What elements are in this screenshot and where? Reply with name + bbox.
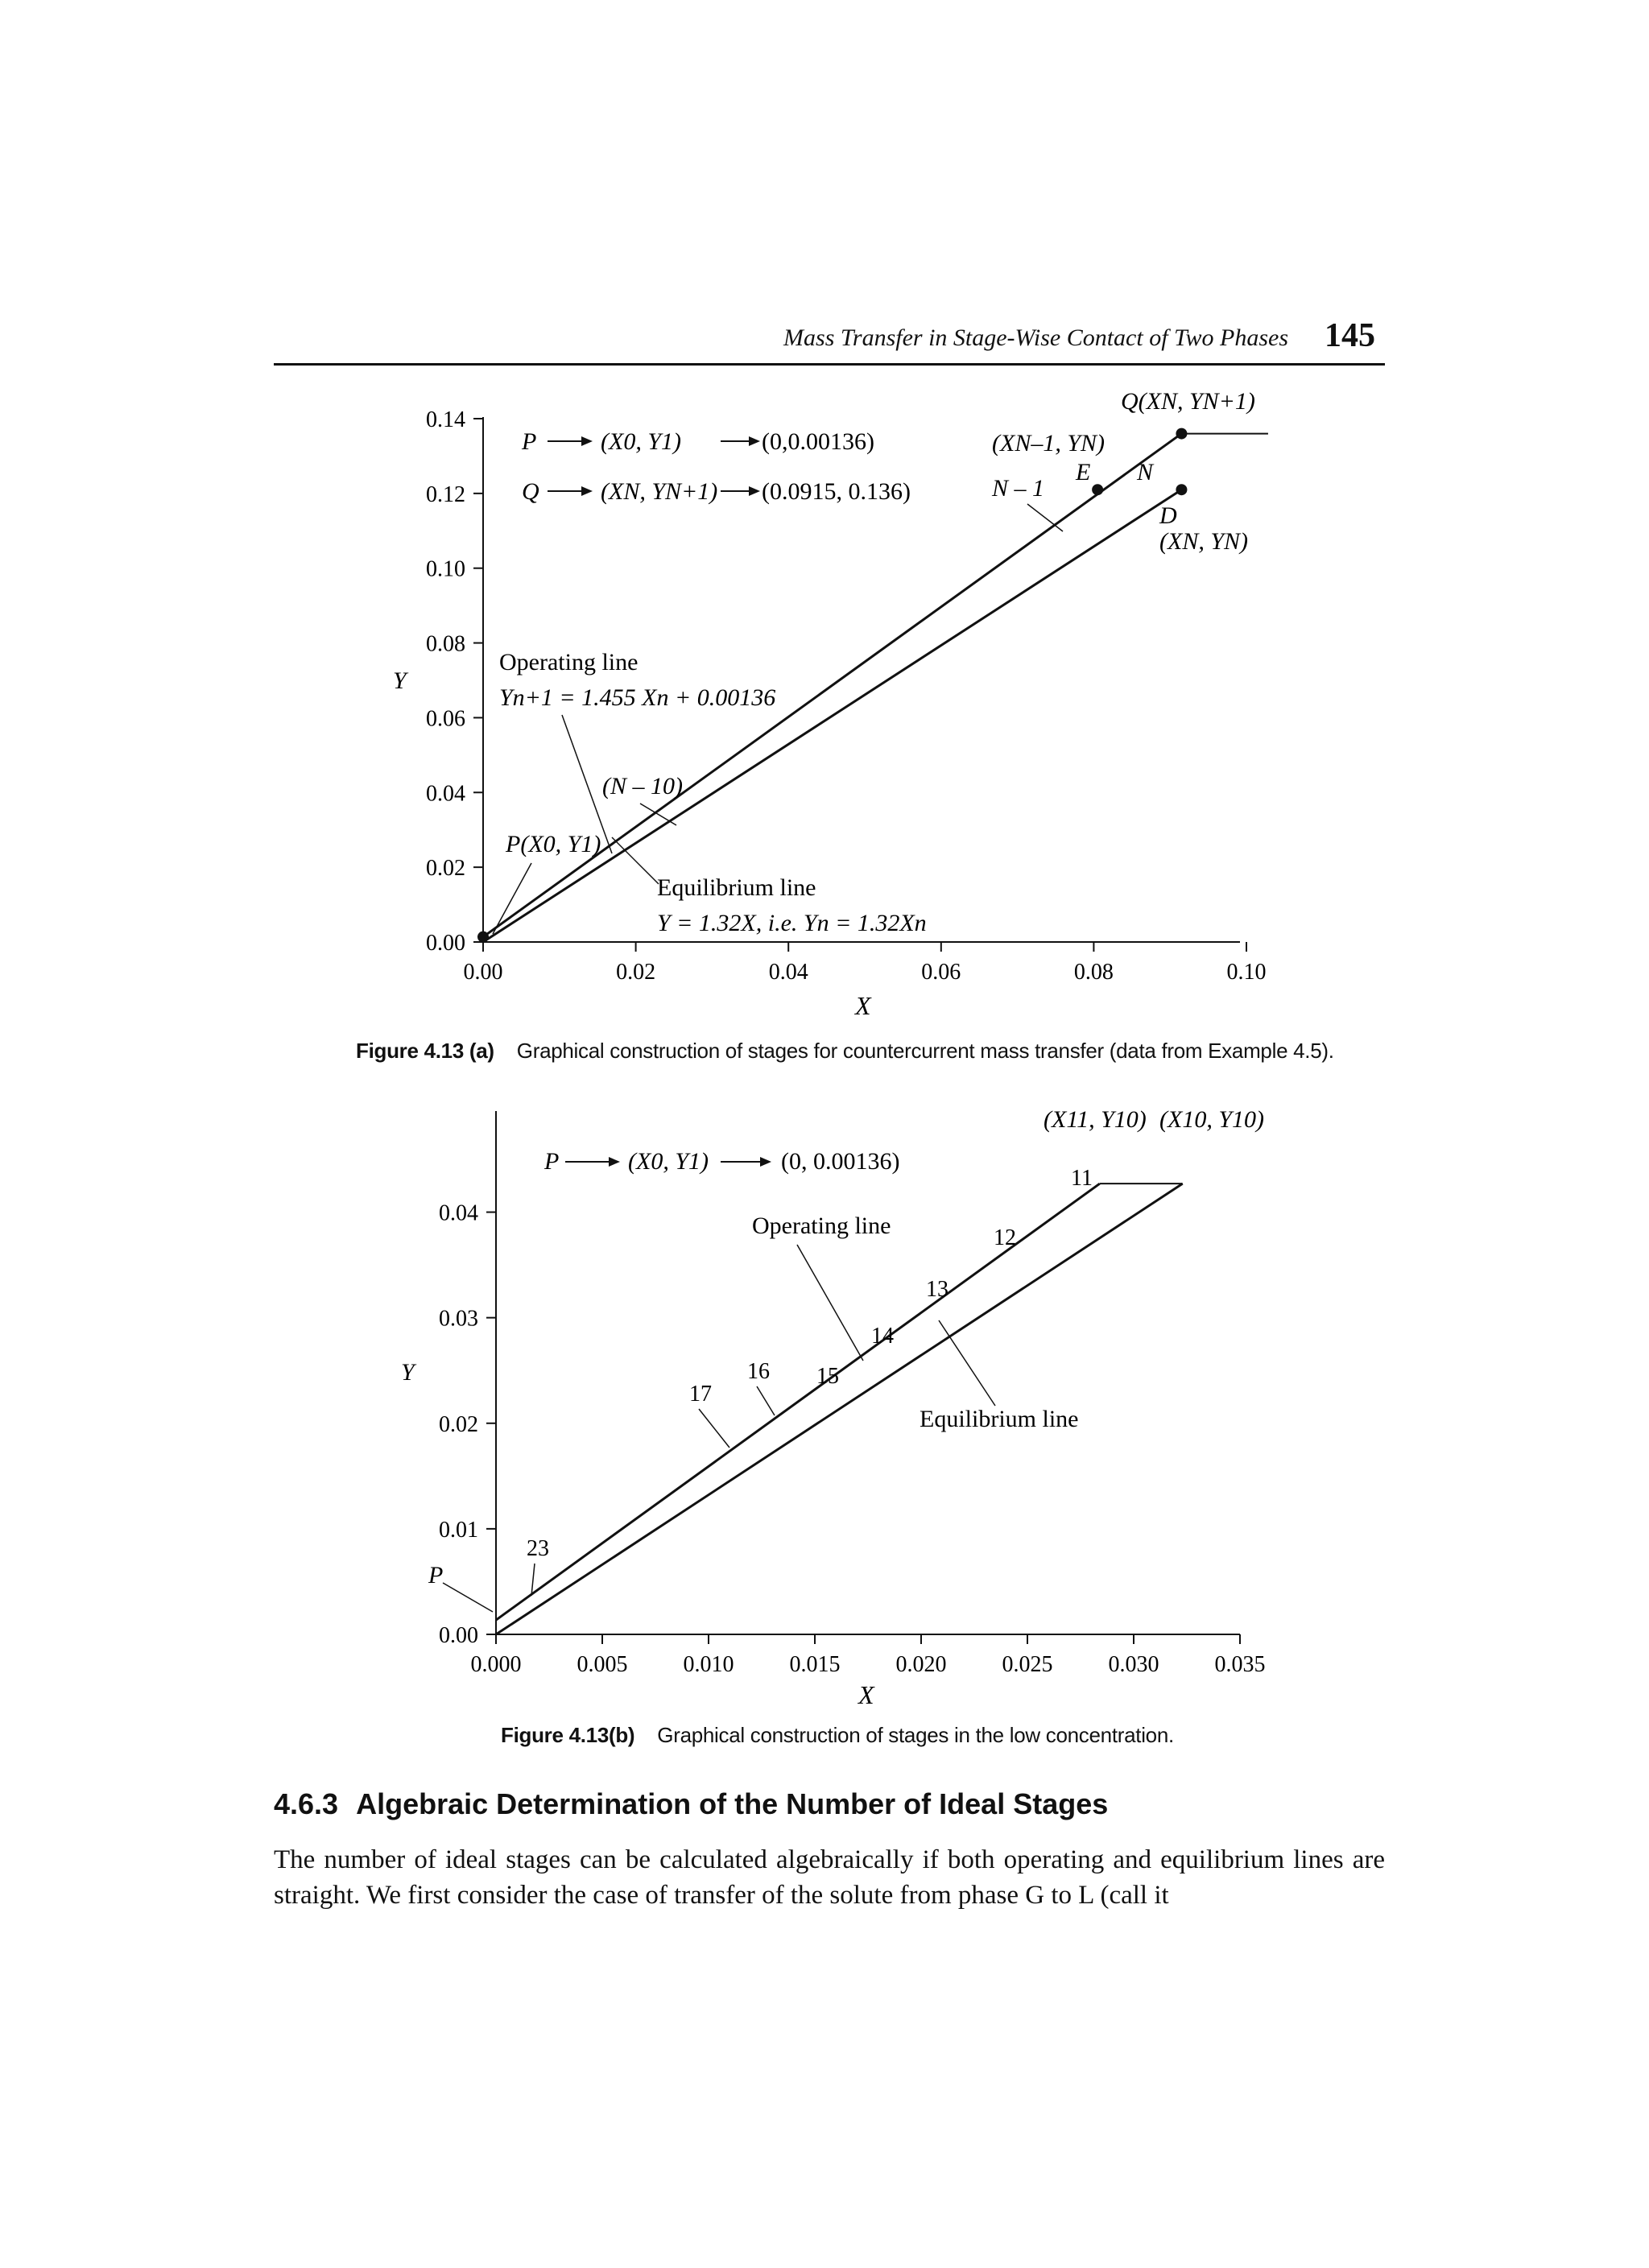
p-point-label: P bbox=[428, 1562, 444, 1588]
leader-line bbox=[757, 1386, 775, 1415]
operating-line-label: Operating line bbox=[499, 649, 639, 675]
y-tick-label: 0.02 bbox=[426, 856, 465, 882]
x-axis-label: X bbox=[858, 1680, 874, 1709]
x-tick-label: 0.035 bbox=[1214, 1652, 1266, 1677]
d-point-label: D bbox=[1159, 502, 1177, 529]
x-tick-label: 0.030 bbox=[1108, 1652, 1159, 1677]
e-point-label: E bbox=[1076, 459, 1091, 485]
legend-p: P bbox=[544, 1148, 560, 1175]
stage-11-label: 11 bbox=[1071, 1166, 1093, 1191]
stage-16-label: 16 bbox=[747, 1359, 770, 1384]
y-tick-label: 0.03 bbox=[439, 1306, 478, 1332]
figure-a-caption-label: Figure 4.13 (a) bbox=[356, 1039, 494, 1063]
arrow-head bbox=[760, 1157, 771, 1167]
y-axis-label: Y bbox=[401, 1359, 415, 1386]
y-tick-label: 0.08 bbox=[426, 631, 465, 657]
operating-line-label: Operating line bbox=[752, 1212, 891, 1239]
legend-q-point: (XN, YN+1) bbox=[601, 478, 718, 505]
legend-p-point: (X0, Y1) bbox=[601, 428, 681, 455]
equilibrium-line bbox=[496, 1184, 1183, 1634]
operating-line-equation: Yn+1 = 1.455 Xn + 0.00136 bbox=[499, 684, 776, 711]
x-axis-label: X bbox=[855, 991, 871, 1020]
equilibrium-line-label: Equilibrium line bbox=[657, 874, 816, 901]
legend-p-point: (X0, Y1) bbox=[628, 1148, 709, 1175]
figure-b-caption-text: Graphical construction of stages in the low concentration. bbox=[657, 1723, 1174, 1747]
q-point-label: Q(XN, YN+1) bbox=[1121, 388, 1255, 415]
figure-b-caption-label: Figure 4.13(b) bbox=[501, 1723, 635, 1747]
x-tick-label: 0.000 bbox=[470, 1652, 522, 1677]
arrow-head bbox=[609, 1157, 620, 1167]
d-point-coordinate-label: (XN, YN) bbox=[1159, 528, 1249, 555]
x-tick-label: 0.005 bbox=[577, 1652, 628, 1677]
section-title: Algebraic Determination of the Number of Ideal Stages bbox=[356, 1787, 1109, 1820]
n-minus-10-label: (N – 10) bbox=[602, 773, 683, 799]
x-tick-label: 0.10 bbox=[1226, 960, 1267, 985]
equilibrium-line-equation: Y = 1.32X, i.e. Yn = 1.32Xn bbox=[657, 910, 927, 936]
stage-23-label: 23 bbox=[527, 1536, 549, 1561]
leader-line bbox=[531, 1564, 535, 1596]
section-number: 4.6.3 bbox=[274, 1787, 339, 1820]
x10-point-label: (X10, Y10) bbox=[1159, 1106, 1264, 1133]
x-tick-label: 0.02 bbox=[616, 960, 656, 985]
page-number: 145 bbox=[1325, 317, 1375, 354]
y-tick-label: 0.06 bbox=[426, 706, 465, 732]
figure-a-caption-text: Graphical construction of stages for countercurrent mass transfer (data from Example 4.5). bbox=[516, 1039, 1334, 1063]
y-tick-label: 0.02 bbox=[439, 1411, 478, 1437]
leader-line bbox=[699, 1409, 729, 1448]
legend-p-value: (0, 0.00136) bbox=[781, 1148, 900, 1175]
x-tick-label: 0.025 bbox=[1002, 1652, 1053, 1677]
stage-13-label: 13 bbox=[926, 1277, 948, 1302]
x-tick-label: 0.015 bbox=[789, 1652, 841, 1677]
p-point-label: P(X0, Y1) bbox=[506, 831, 601, 857]
stage-12-label: 12 bbox=[994, 1225, 1016, 1250]
y-tick-label: 0.10 bbox=[426, 556, 465, 582]
legend-q: Q bbox=[522, 478, 539, 505]
y-tick-label: 0.14 bbox=[426, 407, 465, 432]
section-heading bbox=[274, 1787, 1108, 1821]
x-tick-label: 0.020 bbox=[895, 1652, 947, 1677]
figure-b-caption bbox=[501, 1723, 1174, 1748]
y-tick-label: 0.04 bbox=[426, 781, 465, 807]
x-tick-label: 0.00 bbox=[463, 960, 503, 985]
stage-n-label: N bbox=[1137, 459, 1154, 485]
x-tick-label: 0.04 bbox=[768, 960, 808, 985]
y-tick-label: 0.00 bbox=[439, 1623, 478, 1648]
x-tick-label: 0.06 bbox=[921, 960, 961, 985]
y-axis-label: Y bbox=[393, 667, 407, 694]
x-tick-label: 0.08 bbox=[1073, 960, 1114, 985]
x-tick-label: 0.010 bbox=[683, 1652, 734, 1677]
legend-q-value: (0.0915, 0.136) bbox=[762, 478, 911, 505]
y-tick-label: 0.01 bbox=[439, 1517, 478, 1543]
stage-15-label: 15 bbox=[816, 1364, 839, 1389]
leader-line bbox=[939, 1320, 995, 1406]
legend bbox=[543, 1148, 899, 1175]
legend-p: P bbox=[522, 428, 537, 455]
y-tick-label: 0.04 bbox=[439, 1200, 478, 1226]
stage-n-minus-1-label: N – 1 bbox=[992, 475, 1045, 502]
stage-14-label: 14 bbox=[871, 1324, 894, 1349]
leader-line bbox=[797, 1245, 863, 1361]
body-paragraph: The number of ideal stages can be calculated algebraically if both operating and equilibrium lines are straight. We first consider the case of transfer of the solute from phase G to L (call it bbox=[274, 1845, 1385, 1910]
stage-17-label: 17 bbox=[689, 1382, 712, 1407]
x11-point-label: (X11, Y10) bbox=[1044, 1106, 1147, 1133]
legend-p-value: (0,0.00136) bbox=[762, 428, 874, 455]
leader-line bbox=[443, 1583, 493, 1612]
running-title: Mass Transfer in Stage-Wise Contact of Two Phases bbox=[783, 324, 1288, 351]
equilibrium-line-label: Equilibrium line bbox=[920, 1406, 1079, 1432]
y-tick-label: 0.12 bbox=[426, 481, 465, 507]
y-tick-label: 0.00 bbox=[426, 931, 465, 956]
e-point-coordinate-label: (XN–1, YN) bbox=[992, 430, 1106, 456]
